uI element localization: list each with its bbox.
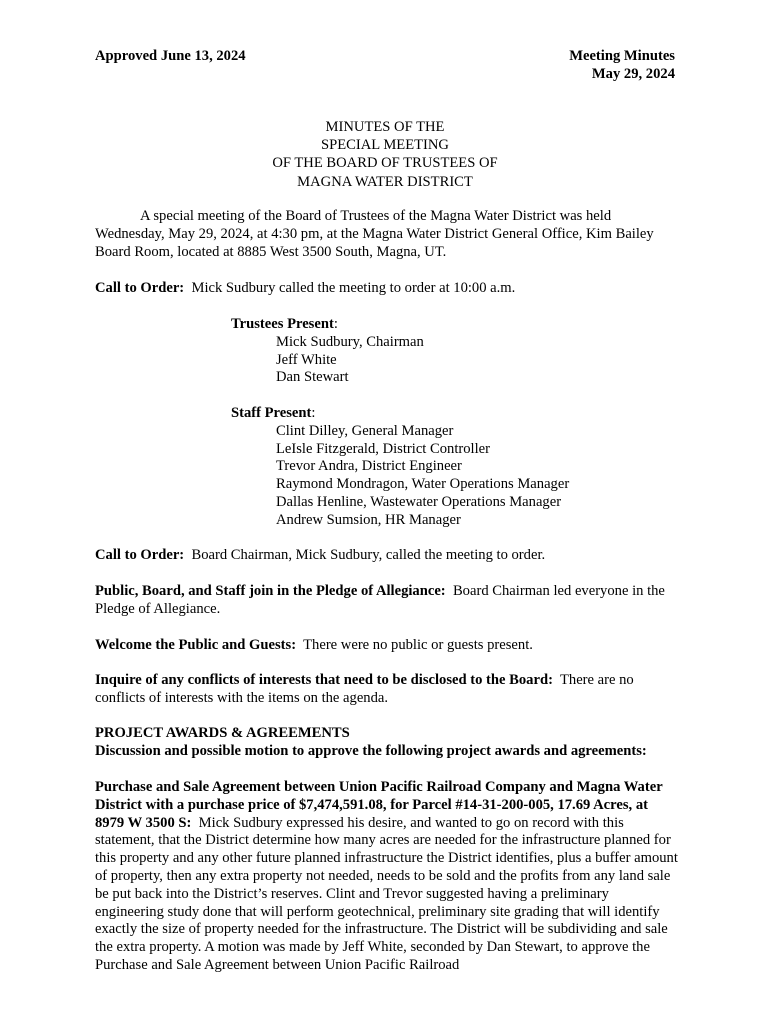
call-to-order-label: Call to Order: [95,280,185,296]
staff-member: LeIsle Fitzgerald, District Controller [276,440,490,457]
trustee-member: Jeff White [276,351,337,368]
title-line: MAGNA WATER DISTRICT [297,173,473,190]
agreement-text: Mick Sudbury expressed his desire, and wanted to go on record with this statement, that the District determine how many acres are needed for the infrastructure planned for this property and any other future planned infrastructure the District identifies, plus a buffer amount of property, then any extra property not needed, needs to be sold and the profits from any land sale be put back into the District’s reserves. Clint and Trevor suggested having a preliminary engineering study done that will perform geotechnical, preliminary site grading that will identify exactly the size of property needed for the infrastructure. The District will be subdividing and sale the extra property. A motion was made by Jeff White, seconded by Dan Stewart, to approve the Purchase and Sale Agreement between Union Pacific Railroad [95,814,678,973]
section-subheading: Discussion and possible motion to approve the following project awards and agreements: [95,742,647,759]
title-line: SPECIAL MEETING [321,137,449,154]
welcome-paragraph [95,637,680,655]
header-right [569,48,675,84]
staff-member: Clint Dilley, General Manager [276,422,454,439]
section-header [95,725,680,761]
conflicts-text: There are no conflicts of interests with the items on the agenda. [95,672,634,706]
staff-label: Staff Present [231,405,312,421]
section-heading: PROJECT AWARDS & AGREEMENTS [95,725,350,741]
trustee-member: Mick Sudbury, Chairman [276,333,424,350]
trustees-present [231,316,681,387]
trustee-member: Dan Stewart [276,369,349,386]
welcome-text: There were no public or guests present. [303,637,533,653]
agreement-label: Purchase and Sale Agreement between Union Pacific Railroad Company and Magna Water District with a purchase price of $7,474,591.08, for Parcel #14-31-200-005, 17.69 Acres, at 8979 W 3500 S: [95,779,663,831]
pledge-paragraph [95,583,680,619]
conflicts-paragraph [95,672,680,708]
staff-present [231,405,681,530]
title-line: MINUTES OF THE [325,119,445,135]
conflicts-label: Inquire of any conflicts of interests that need to be disclosed to the Board: [95,672,553,688]
pledge-text: Board Chairman led everyone in the Pledge of Allegiance. [95,583,665,617]
staff-member: Raymond Mondragon, Water Operations Manager [276,476,570,493]
staff-member: Trevor Andra, District Engineer [276,458,462,475]
meeting-date: May 29, 2024 [591,65,675,82]
title-line: OF THE BOARD OF TRUSTEES OF [272,155,498,172]
intro-paragraph: A special meeting of the Board of Trustees of the Magna Water District was held Wednesday, May 29, 2024, at 4:30 pm, at the Magna Water District General Office, Kim Bailey Board Room, located at 8885 West 3500 South, Magna, UT. [95,208,654,260]
document-title [0,118,770,191]
pledge-label: Public, Board, and Staff join in the Pledge of Allegiance: [95,583,446,599]
document-type: Meeting Minutes [569,48,675,64]
agreement-paragraph [95,779,680,975]
call-to-order-2-label: Call to Order: [95,547,185,563]
call-to-order-paragraph [95,280,680,298]
welcome-label: Welcome the Public and Guests: [95,637,297,653]
staff-member: Andrew Sumsion, HR Manager [276,511,461,528]
staff-member: Dallas Henline, Wastewater Operations Manager [276,493,562,510]
trustees-label: Trustees Present [231,316,334,332]
call-to-order-2-paragraph [95,547,680,565]
call-to-order-text: Mick Sudbury called the meeting to order at 10:00 a.m. [191,280,516,296]
call-to-order-2-text: Board Chairman, Mick Sudbury, called the meeting to order. [191,547,546,563]
staff-colon: : [311,405,316,421]
approved-date: Approved June 13, 2024 [95,48,246,64]
trustees-colon: : [333,316,338,332]
